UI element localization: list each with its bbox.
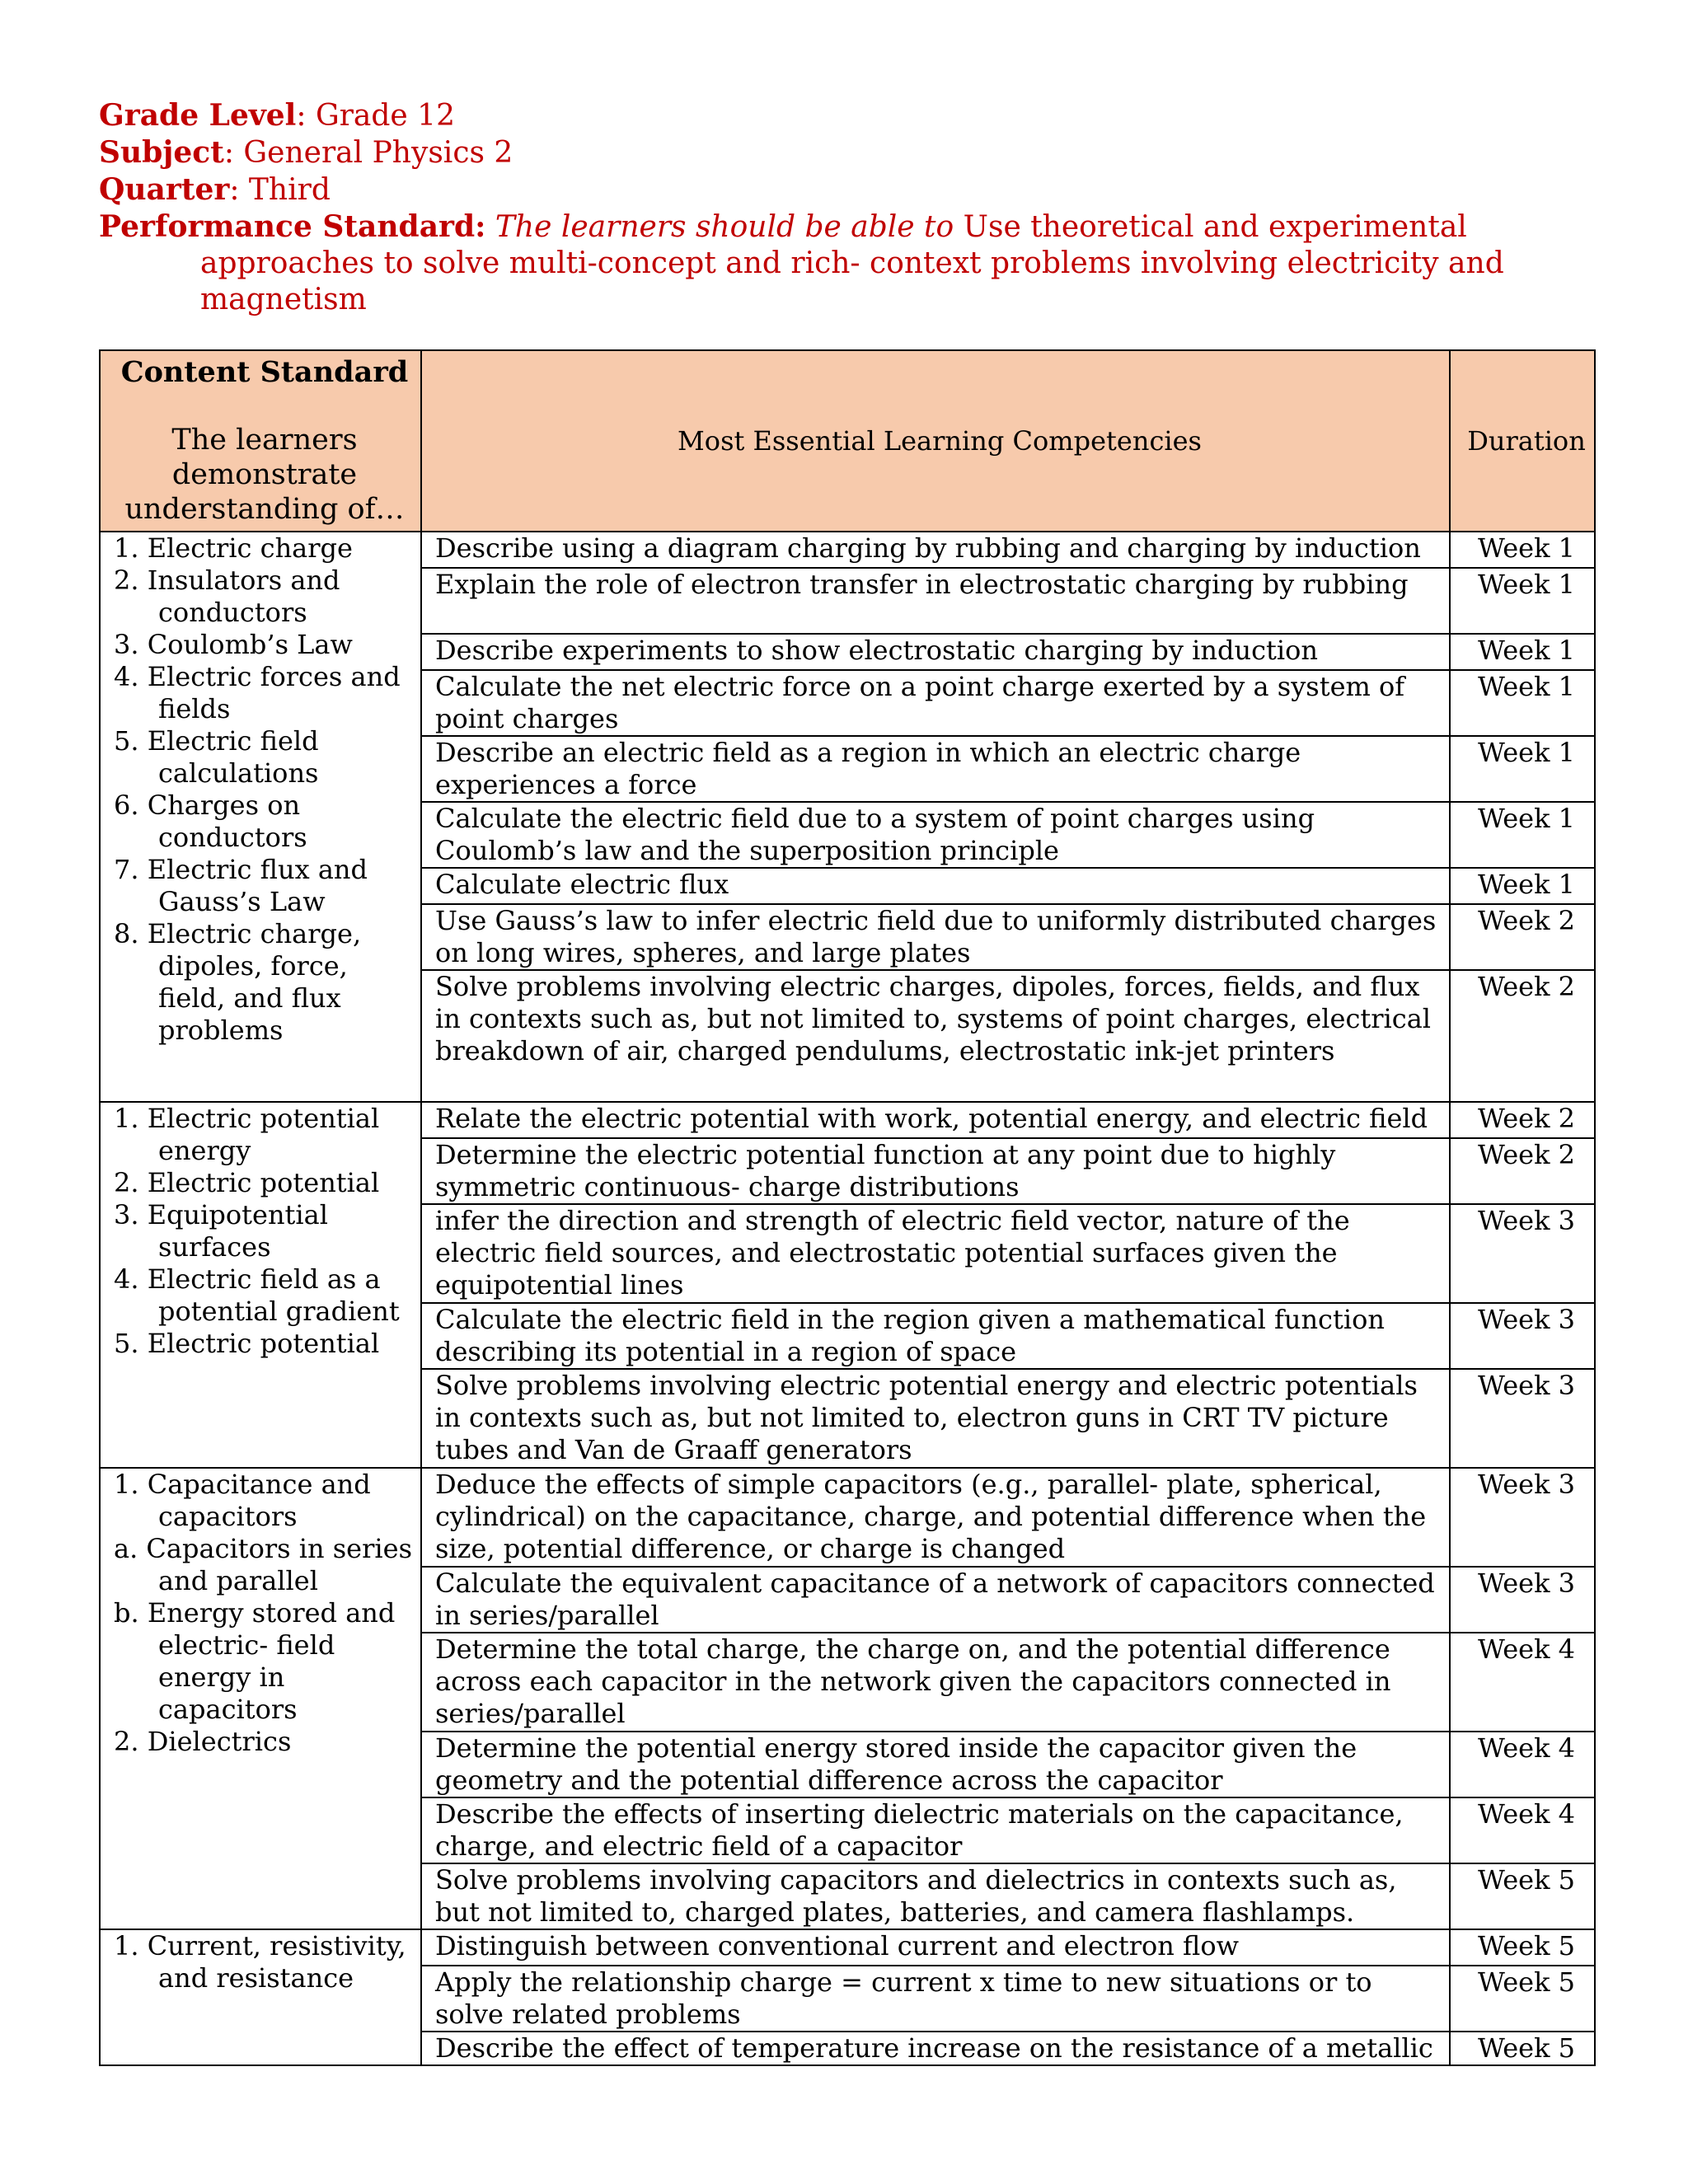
competency-cell: Calculate the net electric force on a point charge exerted by a system of point charges bbox=[421, 670, 1450, 736]
competency-table bbox=[99, 349, 1596, 2066]
topic-item: 4. Electric forces and fields bbox=[114, 661, 401, 724]
topic-item: 3. Coulomb’s Law bbox=[114, 629, 353, 660]
competencies-header: Most Essential Learning Competencies bbox=[421, 350, 1450, 532]
topic-list bbox=[114, 1103, 415, 1360]
grade-level-label: Grade Level bbox=[99, 98, 297, 133]
duration-cell: Week 1 bbox=[1450, 634, 1595, 670]
subject-label: Subject bbox=[99, 135, 224, 170]
topic-item: 2. Dielectrics bbox=[114, 1726, 292, 1757]
topic-list bbox=[114, 1469, 415, 1758]
competency-cell: Describe experiments to show electrostatic charging by induction bbox=[421, 634, 1450, 670]
duration-cell: Week 2 bbox=[1450, 1138, 1595, 1204]
content-standard-header bbox=[100, 350, 421, 532]
content-standard-subtitle: The learners demonstrate understanding of… bbox=[124, 424, 405, 526]
duration-cell: Week 3 bbox=[1450, 1204, 1595, 1303]
topic-item: 7. Electric flux and Gauss’s Law bbox=[114, 854, 368, 917]
competency-cell: Determine the electric potential function at any point due to highly symmetric continuous- charge distributions bbox=[421, 1138, 1450, 1204]
competency-cell: Deduce the effects of simple capacitors (e.g., parallel- plate, spherical, cylindrical) on the capacitance, charge, and potential difference when the size, potential difference, or charge is changed bbox=[421, 1468, 1450, 1567]
table-row bbox=[100, 1468, 1595, 1567]
performance-standard bbox=[99, 209, 1599, 318]
duration-cell: Week 1 bbox=[1450, 802, 1595, 868]
duration-cell: Week 2 bbox=[1450, 1102, 1595, 1138]
competency-cell: Determine the total charge, the charge on, and the potential difference across each capacitor in the network given the capacitors connected in series/parallel bbox=[421, 1633, 1450, 1732]
duration-cell: Week 2 bbox=[1450, 904, 1595, 970]
content-standard-title: Content Standard bbox=[120, 355, 409, 389]
topic-item: 5. Electric potential bbox=[114, 1328, 380, 1359]
competency-cell: Describe the effects of inserting dielectric materials on the capacitance, charge, and electric field of a capacitor bbox=[421, 1797, 1450, 1863]
subject-value: : General Physics 2 bbox=[223, 136, 513, 170]
performance-rest: approaches to solve multi-concept and rich- context problems involving electricity and magnetism bbox=[200, 246, 1504, 316]
duration-cell: Week 3 bbox=[1450, 1567, 1595, 1633]
performance-label: Performance Standard: bbox=[99, 209, 486, 244]
duration-cell: Week 1 bbox=[1450, 670, 1595, 736]
table-header-row bbox=[100, 350, 1595, 532]
content-standard-cell bbox=[100, 532, 421, 1102]
table-row bbox=[100, 532, 1595, 568]
content-standard-cell bbox=[100, 1929, 421, 2065]
competency-cell: Calculate the electric field due to a system of point charges using Coulomb’s law and the superposition principle bbox=[421, 802, 1450, 868]
competency-cell: Describe the effect of temperature increase on the resistance of a metallic bbox=[421, 2032, 1450, 2065]
competency-cell: Solve problems involving electric potential energy and electric potentials in contexts such as, but not limited to, electron guns in CRT TV picture tubes and Van de Graaff generators bbox=[421, 1369, 1450, 1468]
duration-cell: Week 1 bbox=[1450, 736, 1595, 802]
competency-cell: Use Gauss’s law to infer electric field due to uniformly distributed charges on long wires, spheres, and large plates bbox=[421, 904, 1450, 970]
competency-cell: Distinguish between conventional current and electron flow bbox=[421, 1929, 1450, 1966]
topic-item: b. Energy stored and electric- field energy in capacitors bbox=[114, 1597, 396, 1725]
quarter-line bbox=[99, 171, 1599, 209]
competency-cell: Describe using a diagram charging by rubbing and charging by induction bbox=[421, 532, 1450, 568]
table-row bbox=[100, 1929, 1595, 1966]
duration-cell: Week 1 bbox=[1450, 868, 1595, 904]
duration-cell: Week 3 bbox=[1450, 1468, 1595, 1567]
quarter-value: : Third bbox=[229, 173, 331, 207]
duration-cell: Week 4 bbox=[1450, 1732, 1595, 1797]
competency-cell: Apply the relationship charge = current x time to new situations or to solve related problems bbox=[421, 1966, 1450, 2032]
topic-item: 1. Capacitance and capacitors bbox=[114, 1469, 371, 1532]
duration-cell: Week 5 bbox=[1450, 1863, 1595, 1929]
topic-list bbox=[114, 1930, 415, 1994]
competency-cell: Relate the electric potential with work, potential energy, and electric field bbox=[421, 1102, 1450, 1138]
topic-item: 5. Electric field calculations bbox=[114, 725, 319, 789]
duration-cell: Week 1 bbox=[1450, 532, 1595, 568]
quarter-label: Quarter bbox=[99, 172, 230, 207]
duration-cell: Week 5 bbox=[1450, 2032, 1595, 2065]
topic-list bbox=[114, 532, 415, 1047]
competency-cell: Calculate the equivalent capacitance of a network of capacitors connected in series/parallel bbox=[421, 1567, 1450, 1633]
topic-item: 3. Equipotential surfaces bbox=[114, 1199, 328, 1263]
topic-item: 2. Electric potential bbox=[114, 1167, 380, 1198]
topic-item: 2. Insulators and conductors bbox=[114, 565, 340, 628]
performance-line1: Use theoretical and experimental bbox=[963, 210, 1467, 244]
topic-item: 4. Electric field as a potential gradient bbox=[114, 1263, 400, 1327]
competency-cell: Explain the role of electron transfer in electrostatic charging by rubbing bbox=[421, 568, 1450, 634]
performance-lead: The learners should be able to bbox=[495, 210, 954, 244]
duration-cell: Week 5 bbox=[1450, 1966, 1595, 2032]
topic-item: 1. Electric potential energy bbox=[114, 1103, 380, 1166]
duration-header: Duration bbox=[1450, 350, 1595, 532]
topic-item: 8. Electric charge, dipoles, force, field, and flux problems bbox=[114, 918, 362, 1046]
grade-level-line bbox=[99, 97, 1599, 134]
duration-cell: Week 4 bbox=[1450, 1633, 1595, 1732]
subject-line bbox=[99, 134, 1599, 171]
content-standard-cell bbox=[100, 1102, 421, 1468]
topic-item: 1. Current, resistivity, and resistance bbox=[114, 1930, 406, 1994]
grade-level-value: : Grade 12 bbox=[296, 99, 455, 133]
competency-cell: Describe an electric field as a region in which an electric charge experiences a force bbox=[421, 736, 1450, 802]
competency-cell: Solve problems involving electric charges, dipoles, forces, fields, and flux in contexts such as, but not limited to, systems of point charges, electrical breakdown of air, charged pendulums, electrostatic ink-jet printers bbox=[421, 970, 1450, 1102]
competency-cell: infer the direction and strength of electric field vector, nature of the electric field sources, and electrostatic potential surfaces given the equipotential lines bbox=[421, 1204, 1450, 1303]
duration-cell: Week 1 bbox=[1450, 568, 1595, 634]
table-row bbox=[100, 1102, 1595, 1138]
content-standard-cell bbox=[100, 1468, 421, 1929]
duration-cell: Week 2 bbox=[1450, 970, 1595, 1102]
competency-cell: Determine the potential energy stored inside the capacitor given the geometry and the potential difference across the capacitor bbox=[421, 1732, 1450, 1797]
duration-cell: Week 5 bbox=[1450, 1929, 1595, 1966]
document-header bbox=[99, 97, 1599, 318]
competency-cell: Calculate electric flux bbox=[421, 868, 1450, 904]
topic-item: a. Capacitors in series and parallel bbox=[114, 1533, 412, 1596]
duration-cell: Week 3 bbox=[1450, 1303, 1595, 1369]
competency-cell: Solve problems involving capacitors and dielectrics in contexts such as, but not limited to, charged plates, batteries, and camera flashlamps. bbox=[421, 1863, 1450, 1929]
duration-cell: Week 3 bbox=[1450, 1369, 1595, 1468]
table-body bbox=[100, 532, 1595, 2065]
topic-item: 6. Charges on conductors bbox=[114, 790, 307, 853]
duration-cell: Week 4 bbox=[1450, 1797, 1595, 1863]
competency-cell: Calculate the electric field in the region given a mathematical function describing its potential in a region of space bbox=[421, 1303, 1450, 1369]
topic-item: 1. Electric charge bbox=[114, 532, 353, 564]
